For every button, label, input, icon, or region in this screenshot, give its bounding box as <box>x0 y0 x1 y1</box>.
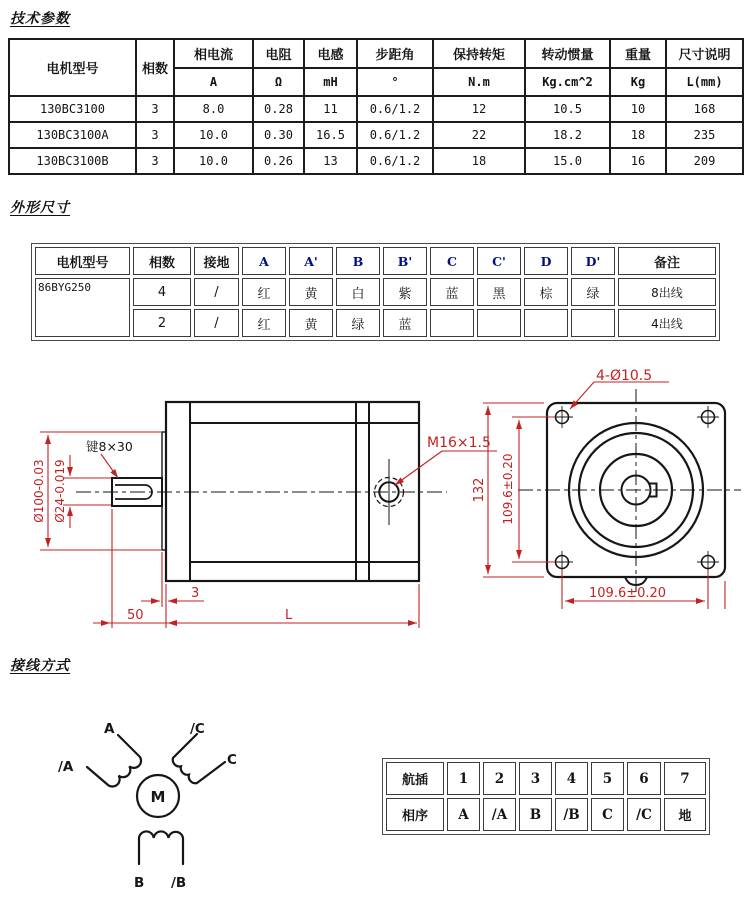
dim-label-L: L <box>285 608 293 623</box>
cell: 18 <box>610 122 666 148</box>
spec-header-inductance: 电感 <box>304 39 357 68</box>
spec-row <box>9 122 743 148</box>
cell: 0.6/1.2 <box>357 96 433 122</box>
pin-assignment-table <box>382 758 710 835</box>
cell: 2 <box>133 309 191 337</box>
cell: 16.5 <box>304 122 357 148</box>
spec-header-current: 相电流 <box>174 39 253 68</box>
cell: 22 <box>433 122 525 148</box>
cell: 130BC3100A <box>9 122 136 148</box>
key-label: 键8×30 <box>86 439 133 454</box>
spec-unit: Ω <box>253 68 304 96</box>
cell: 0.30 <box>253 122 304 148</box>
cell: 黑 <box>477 278 521 306</box>
dimension-labels <box>32 368 666 623</box>
lead-header-B: B <box>336 247 380 275</box>
lead-header-D1: D' <box>571 247 615 275</box>
cell: 4 <box>555 762 588 795</box>
lead-model-cell: 86BYG250 <box>35 278 130 337</box>
cell: 3 <box>519 762 552 795</box>
phase-label-nB: /B <box>171 875 187 891</box>
phase-label-nC: /C <box>190 721 205 737</box>
spec-unit: Kg <box>610 68 666 96</box>
cell: 绿 <box>571 278 615 306</box>
lead-row <box>35 309 716 337</box>
dim-label-v109: 109.6±0.20 <box>501 453 515 525</box>
cell <box>477 309 521 337</box>
cell: 黄 <box>289 278 333 306</box>
spec-unit: A <box>174 68 253 96</box>
spec-table <box>8 38 744 175</box>
cell: 红 <box>242 278 286 306</box>
section-title-wiring: 接线方式 <box>10 658 70 674</box>
motor-side-view <box>76 402 447 581</box>
cell <box>430 309 474 337</box>
cell: 168 <box>666 96 743 122</box>
cell: 10.5 <box>525 96 610 122</box>
cell: 棕 <box>524 278 568 306</box>
cell: 紫 <box>383 278 427 306</box>
dim-label-d100: Ø100-0.03 <box>32 459 46 523</box>
phase-label-nA: /A <box>58 759 74 775</box>
cell: 3 <box>136 148 174 174</box>
cell: 4出线 <box>618 309 716 337</box>
spec-header-resistance: 电阻 <box>253 39 304 68</box>
cell: 15.0 <box>525 148 610 174</box>
spec-unit: L(mm) <box>666 68 743 96</box>
cell: 130BC3100B <box>9 148 136 174</box>
cell: 2 <box>483 762 516 795</box>
cell: /B <box>555 798 588 831</box>
lead-header-model: 电机型号 <box>35 247 130 275</box>
lead-header-B1: B' <box>383 247 427 275</box>
spec-row <box>9 96 743 122</box>
lead-header-phases: 相数 <box>133 247 191 275</box>
cell: 8出线 <box>618 278 716 306</box>
spec-header-weight: 重量 <box>610 39 666 68</box>
cell: 0.26 <box>253 148 304 174</box>
cell: 16 <box>610 148 666 174</box>
spec-unit: N.m <box>433 68 525 96</box>
cell: 4 <box>133 278 191 306</box>
dim-label-b109: 109.6±0.20 <box>589 586 667 601</box>
dimension-drawing <box>0 358 750 650</box>
cell: / <box>194 309 239 337</box>
cell: 13 <box>304 148 357 174</box>
cell: 11 <box>304 96 357 122</box>
cell: 航插 <box>386 762 444 795</box>
cell: 18 <box>433 148 525 174</box>
lead-row <box>35 278 716 306</box>
dim-label-d24: Ø24-0.019 <box>53 459 67 523</box>
cell: 蓝 <box>383 309 427 337</box>
lead-wire-table <box>31 243 720 341</box>
cell: 黄 <box>289 309 333 337</box>
lead-header-A: A <box>242 247 286 275</box>
connector-thread-label: M16×1.5 <box>427 435 491 451</box>
cell: 红 <box>242 309 286 337</box>
motor-symbol-label: M <box>150 788 166 806</box>
cell: 130BC3100 <box>9 96 136 122</box>
pin-row-phase <box>386 798 706 831</box>
lead-header-C1: C' <box>477 247 521 275</box>
coil-phase-C <box>173 734 225 783</box>
cell: 3 <box>136 96 174 122</box>
cell: /C <box>627 798 661 831</box>
phase-label-C: C <box>227 752 237 768</box>
lead-header-C: C <box>430 247 474 275</box>
cell: 蓝 <box>430 278 474 306</box>
spec-header-dimension: 尺寸说明 <box>666 39 743 68</box>
cell: C <box>591 798 624 831</box>
spec-unit: ° <box>357 68 433 96</box>
section-title-outline-dims: 外形尺寸 <box>10 200 70 216</box>
cell: 10.0 <box>174 148 253 174</box>
cell: B <box>519 798 552 831</box>
dim-label-132: 132 <box>472 477 487 503</box>
spec-row <box>9 148 743 174</box>
coil-phase-B <box>139 831 183 864</box>
phase-label-B: B <box>134 875 145 891</box>
cell: 18.2 <box>525 122 610 148</box>
cell: 地 <box>664 798 706 831</box>
phase-label-A: A <box>104 721 115 737</box>
lead-header-remark: 备注 <box>618 247 716 275</box>
section-title-tech-params: 技术参数 <box>10 11 70 27</box>
lead-header-ground: 接地 <box>194 247 239 275</box>
cell: 1 <box>447 762 480 795</box>
spec-unit: Kg.cm^2 <box>525 68 610 96</box>
cell: 白 <box>336 278 380 306</box>
cell: 12 <box>433 96 525 122</box>
cell: 235 <box>666 122 743 148</box>
spec-header-model: 电机型号 <box>9 39 136 96</box>
lead-header-D: D <box>524 247 568 275</box>
cell: 8.0 <box>174 96 253 122</box>
cell: 相序 <box>386 798 444 831</box>
spec-header-holding-torque: 保持转矩 <box>433 39 525 68</box>
wiring-diagram <box>30 695 260 900</box>
spec-unit: mH <box>304 68 357 96</box>
cell <box>571 309 615 337</box>
spec-header-inertia: 转动惯量 <box>525 39 610 68</box>
cell: A <box>447 798 480 831</box>
cell: 10.0 <box>174 122 253 148</box>
cell: / <box>194 278 239 306</box>
cell <box>524 309 568 337</box>
lead-header-A1: A' <box>289 247 333 275</box>
spec-header-phases: 相数 <box>136 39 174 96</box>
pin-row-connector <box>386 762 706 795</box>
cell: 10 <box>610 96 666 122</box>
cell: 3 <box>136 122 174 148</box>
cell: 5 <box>591 762 624 795</box>
spec-header-step-angle: 步距角 <box>357 39 433 68</box>
dim-label-50: 50 <box>127 608 144 623</box>
cell: 6 <box>627 762 661 795</box>
cell: 0.6/1.2 <box>357 122 433 148</box>
holes-label: 4-Ø10.5 <box>596 368 653 384</box>
cell: /A <box>483 798 516 831</box>
dim-label-3: 3 <box>191 586 200 601</box>
cell: 0.28 <box>253 96 304 122</box>
cell: 209 <box>666 148 743 174</box>
coil-phase-A <box>87 735 141 787</box>
cell: 绿 <box>336 309 380 337</box>
cell: 0.6/1.2 <box>357 148 433 174</box>
cell: 7 <box>664 762 706 795</box>
